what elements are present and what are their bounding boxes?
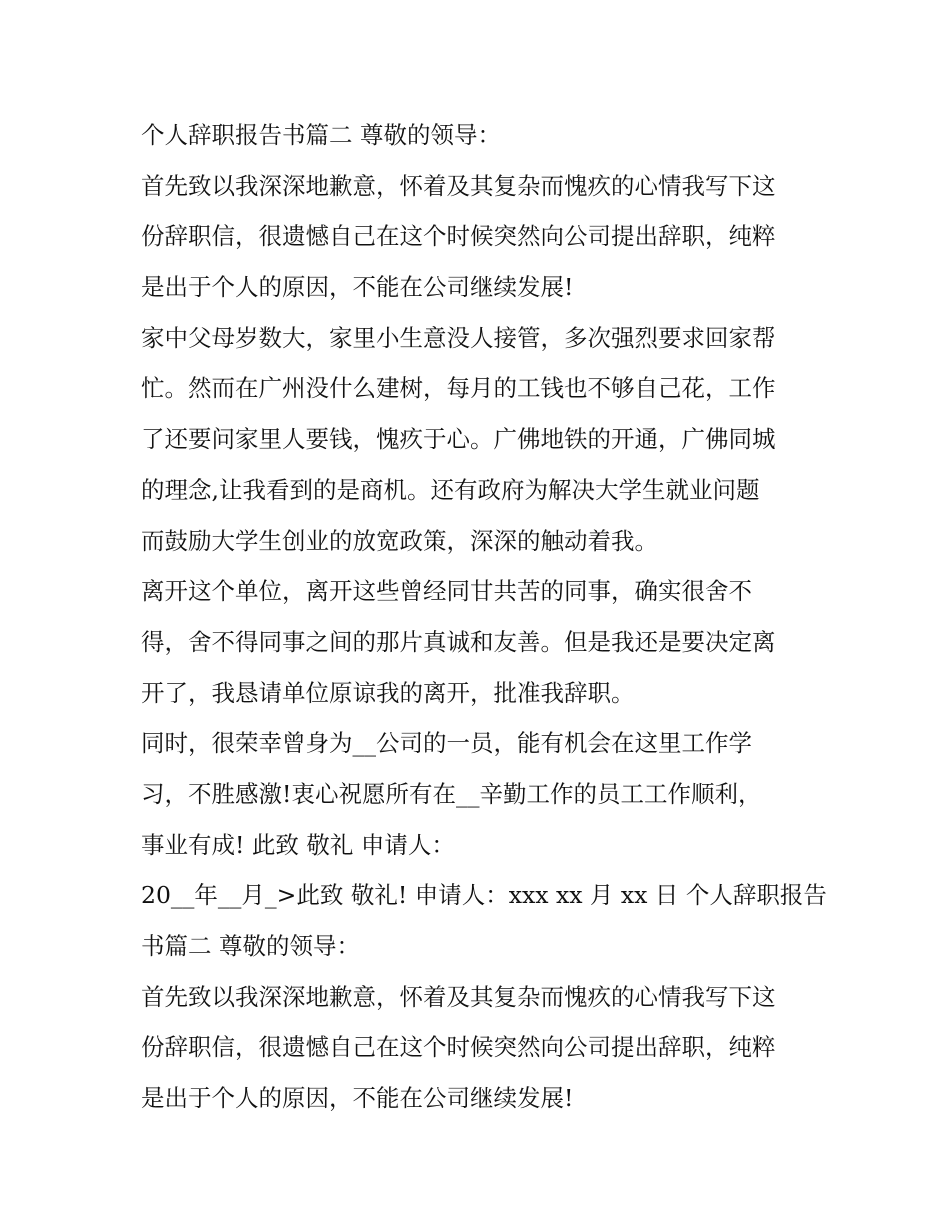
text-line: 首先致以我深深地歉意，怀着及其复杂而愧疚的心情我写下这 [141,982,776,1011]
text-line: 书篇二 尊敬的领导： [141,932,360,960]
text-line: 是出于个人的原因，不能在公司继续发展! [141,273,574,302]
text-line: 份辞职信，很遗憾自己在这个时候突然向公司提出辞职，纯粹 [141,222,776,251]
document-body [141,110,827,1124]
text-line: 而鼓励大学生创业的放宽政策，深深的触动着我。 [141,526,658,555]
text-line: 同时，很荣幸曾身为__公司的一员，能有机会在这里工作学 [141,729,752,758]
text-line: 个人辞职报告书篇二 尊敬的领导： [141,121,501,149]
text-line: 离开这个单位，离开这些曾经同甘共苦的同事，确实很舍不 [141,577,752,606]
text-line: 习，不胜感激!衷心祝愿所有在__辛勤工作的员工工作顺利， [141,779,762,808]
text-line: 20__年__月_>此致 敬礼! 申请人：xxx xx 月 xx 日 个人辞职报告 [141,881,827,910]
text-line: 得，舍不得同事之间的那片真诚和友善。但是我还是要决定离 [141,627,776,656]
text-line: 是出于个人的原因，不能在公司继续发展! [141,1084,574,1113]
text-line: 家中父母岁数大，家里小生意没人接管，多次强烈要求回家帮 [141,323,776,352]
text-line: 忙。然而在广州没什么建树，每月的工钱也不够自己花，工作 [141,374,776,403]
text-line: 份辞职信，很遗憾自己在这个时候突然向公司提出辞职，纯粹 [141,1033,776,1062]
text-line: 首先致以我深深地歉意，怀着及其复杂而愧疚的心情我写下这 [141,171,776,200]
text-line: 了还要问家里人要钱，愧疚于心。广佛地铁的开通，广佛同城 [141,425,776,454]
text-line: 事业有成! 此致 敬礼 申请人： [141,830,455,859]
text-line: 开了，我恳请单位原谅我的离开，批准我辞职。 [141,678,635,707]
text-line: 的理念,让我看到的是商机。还有政府为解决大学生就业问题 [141,475,760,504]
